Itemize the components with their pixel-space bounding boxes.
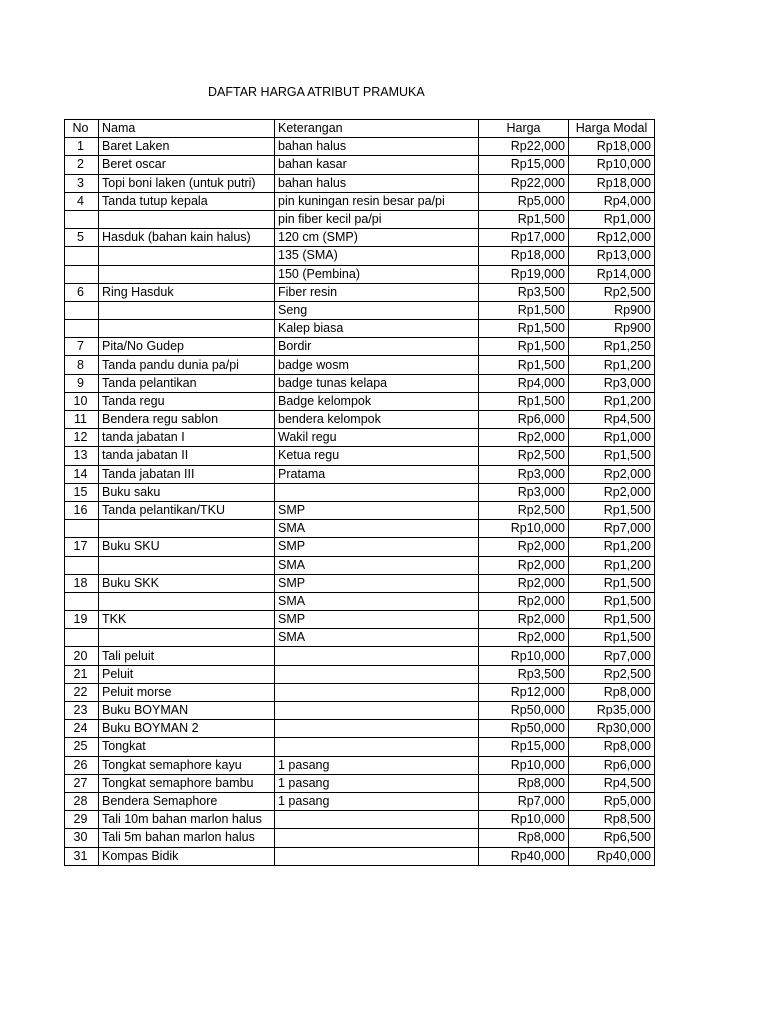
cell-no [65, 210, 99, 228]
cell-nama: Tanda jabatan III [99, 465, 275, 483]
cell-keterangan [275, 702, 479, 720]
cell-no: 25 [65, 738, 99, 756]
table-row [65, 138, 655, 156]
cell-harga: Rp2,500 [479, 501, 569, 519]
cell-harga: Rp7,000 [479, 792, 569, 810]
cell-harga: Rp5,000 [479, 192, 569, 210]
cell-nama: Tali 5m bahan marlon halus [99, 829, 275, 847]
cell-harga-modal: Rp6,500 [569, 829, 655, 847]
cell-harga: Rp10,000 [479, 756, 569, 774]
price-table [64, 119, 655, 866]
cell-harga: Rp2,000 [479, 538, 569, 556]
table-row [65, 156, 655, 174]
cell-harga: Rp2,000 [479, 592, 569, 610]
cell-keterangan [275, 665, 479, 683]
cell-harga-modal: Rp5,000 [569, 792, 655, 810]
cell-nama: tanda jabatan II [99, 447, 275, 465]
table-row [65, 392, 655, 410]
cell-nama: Buku BOYMAN [99, 702, 275, 720]
cell-harga-modal: Rp8,000 [569, 738, 655, 756]
cell-harga-modal: Rp2,000 [569, 465, 655, 483]
cell-harga-modal: Rp4,500 [569, 774, 655, 792]
cell-no [65, 629, 99, 647]
cell-no: 31 [65, 847, 99, 865]
table-row [65, 702, 655, 720]
cell-nama: Tanda pelantikan/TKU [99, 501, 275, 519]
cell-keterangan [275, 483, 479, 501]
cell-no: 17 [65, 538, 99, 556]
cell-no: 10 [65, 392, 99, 410]
cell-keterangan: bahan halus [275, 174, 479, 192]
cell-no: 30 [65, 829, 99, 847]
cell-harga-modal: Rp7,000 [569, 647, 655, 665]
cell-harga: Rp2,000 [479, 429, 569, 447]
table-row [65, 192, 655, 210]
cell-nama: TKK [99, 611, 275, 629]
cell-nama: Ring Hasduk [99, 283, 275, 301]
cell-harga: Rp12,000 [479, 683, 569, 701]
cell-harga: Rp40,000 [479, 847, 569, 865]
cell-harga-modal: Rp4,000 [569, 192, 655, 210]
table-row [65, 774, 655, 792]
cell-harga-modal: Rp1,200 [569, 556, 655, 574]
cell-nama: Beret oscar [99, 156, 275, 174]
header-nama: Nama [99, 120, 275, 138]
cell-no: 8 [65, 356, 99, 374]
cell-harga: Rp17,000 [479, 229, 569, 247]
table-row [65, 174, 655, 192]
header-harga-modal: Harga Modal [569, 120, 655, 138]
cell-keterangan [275, 720, 479, 738]
cell-no: 22 [65, 683, 99, 701]
cell-nama: Bendera Semaphore [99, 792, 275, 810]
cell-no: 7 [65, 338, 99, 356]
header-harga: Harga [479, 120, 569, 138]
cell-nama [99, 320, 275, 338]
cell-harga-modal: Rp8,000 [569, 683, 655, 701]
cell-nama [99, 301, 275, 319]
cell-nama: Tanda pandu dunia pa/pi [99, 356, 275, 374]
cell-no: 28 [65, 792, 99, 810]
cell-no: 29 [65, 811, 99, 829]
cell-nama [99, 629, 275, 647]
table-row [65, 538, 655, 556]
table-row [65, 247, 655, 265]
cell-keterangan: SMP [275, 538, 479, 556]
cell-no: 9 [65, 374, 99, 392]
cell-harga: Rp3,500 [479, 283, 569, 301]
table-row [65, 501, 655, 519]
table-row [65, 338, 655, 356]
cell-keterangan: SMA [275, 592, 479, 610]
cell-nama: Tanda tutup kepala [99, 192, 275, 210]
cell-harga: Rp3,500 [479, 665, 569, 683]
cell-nama: Bendera regu sablon [99, 411, 275, 429]
cell-nama: Tanda regu [99, 392, 275, 410]
cell-keterangan [275, 829, 479, 847]
cell-harga: Rp50,000 [479, 702, 569, 720]
cell-harga: Rp19,000 [479, 265, 569, 283]
cell-harga-modal: Rp1,200 [569, 538, 655, 556]
cell-nama [99, 592, 275, 610]
cell-harga: Rp50,000 [479, 720, 569, 738]
cell-keterangan: SMA [275, 520, 479, 538]
cell-no [65, 556, 99, 574]
cell-nama: Tongkat [99, 738, 275, 756]
cell-harga-modal: Rp7,000 [569, 520, 655, 538]
cell-harga-modal: Rp13,000 [569, 247, 655, 265]
cell-keterangan: 135 (SMA) [275, 247, 479, 265]
cell-harga-modal: Rp2,500 [569, 665, 655, 683]
cell-no [65, 301, 99, 319]
cell-nama: Pita/No Gudep [99, 338, 275, 356]
cell-no: 3 [65, 174, 99, 192]
cell-harga: Rp22,000 [479, 174, 569, 192]
table-header-row [65, 120, 655, 138]
cell-keterangan: Seng [275, 301, 479, 319]
table-row [65, 829, 655, 847]
cell-keterangan: SMA [275, 556, 479, 574]
cell-keterangan: Pratama [275, 465, 479, 483]
cell-no: 4 [65, 192, 99, 210]
cell-harga-modal: Rp18,000 [569, 174, 655, 192]
page-title: DAFTAR HARGA ATRIBUT PRAMUKA [208, 85, 425, 99]
cell-harga: Rp1,500 [479, 356, 569, 374]
cell-harga-modal: Rp1,200 [569, 392, 655, 410]
cell-nama: Buku SKK [99, 574, 275, 592]
cell-harga: Rp2,500 [479, 447, 569, 465]
cell-no: 27 [65, 774, 99, 792]
cell-harga-modal: Rp1,000 [569, 429, 655, 447]
table-row [65, 229, 655, 247]
table-row [65, 629, 655, 647]
cell-nama: tanda jabatan I [99, 429, 275, 447]
cell-no: 24 [65, 720, 99, 738]
cell-keterangan: 120 cm (SMP) [275, 229, 479, 247]
cell-nama: Topi boni laken (untuk putri) [99, 174, 275, 192]
cell-harga: Rp2,000 [479, 611, 569, 629]
cell-harga-modal: Rp40,000 [569, 847, 655, 865]
cell-harga-modal: Rp8,500 [569, 811, 655, 829]
cell-harga: Rp1,500 [479, 210, 569, 228]
cell-no: 2 [65, 156, 99, 174]
table-row [65, 756, 655, 774]
cell-nama [99, 247, 275, 265]
cell-keterangan: 1 pasang [275, 774, 479, 792]
cell-keterangan: pin kuningan resin besar pa/pi [275, 192, 479, 210]
cell-keterangan: Fiber resin [275, 283, 479, 301]
cell-keterangan: bendera kelompok [275, 411, 479, 429]
table-row [65, 447, 655, 465]
cell-harga: Rp3,000 [479, 465, 569, 483]
cell-harga: Rp1,500 [479, 392, 569, 410]
cell-harga-modal: Rp900 [569, 320, 655, 338]
cell-nama: Hasduk (bahan kain halus) [99, 229, 275, 247]
cell-keterangan: 150 (Pembina) [275, 265, 479, 283]
table-row [65, 683, 655, 701]
cell-no: 14 [65, 465, 99, 483]
cell-keterangan: Ketua regu [275, 447, 479, 465]
cell-no: 13 [65, 447, 99, 465]
cell-harga: Rp3,000 [479, 483, 569, 501]
table-row [65, 811, 655, 829]
cell-harga-modal: Rp900 [569, 301, 655, 319]
table-row [65, 411, 655, 429]
cell-harga-modal: Rp18,000 [569, 138, 655, 156]
cell-harga-modal: Rp1,500 [569, 611, 655, 629]
cell-keterangan: Wakil regu [275, 429, 479, 447]
table-row [65, 792, 655, 810]
cell-nama: Tongkat semaphore bambu [99, 774, 275, 792]
cell-harga-modal: Rp1,500 [569, 574, 655, 592]
cell-keterangan: badge wosm [275, 356, 479, 374]
cell-harga-modal: Rp10,000 [569, 156, 655, 174]
cell-nama: Peluit [99, 665, 275, 683]
header-no: No [65, 120, 99, 138]
cell-keterangan [275, 738, 479, 756]
cell-no: 20 [65, 647, 99, 665]
table-row [65, 483, 655, 501]
cell-nama: Peluit morse [99, 683, 275, 701]
table-row [65, 574, 655, 592]
cell-harga-modal: Rp1,250 [569, 338, 655, 356]
cell-nama: Baret Laken [99, 138, 275, 156]
cell-nama [99, 520, 275, 538]
table-row [65, 265, 655, 283]
cell-harga-modal: Rp4,500 [569, 411, 655, 429]
cell-harga: Rp6,000 [479, 411, 569, 429]
table-row [65, 847, 655, 865]
cell-harga-modal: Rp12,000 [569, 229, 655, 247]
cell-nama: Tali peluit [99, 647, 275, 665]
cell-nama: Tali 10m bahan marlon halus [99, 811, 275, 829]
cell-harga-modal: Rp3,000 [569, 374, 655, 392]
cell-no [65, 592, 99, 610]
cell-keterangan: 1 pasang [275, 756, 479, 774]
cell-keterangan: 1 pasang [275, 792, 479, 810]
cell-keterangan: badge tunas kelapa [275, 374, 479, 392]
cell-no: 1 [65, 138, 99, 156]
cell-harga-modal: Rp2,500 [569, 283, 655, 301]
cell-keterangan: bahan kasar [275, 156, 479, 174]
cell-harga-modal: Rp1,200 [569, 356, 655, 374]
cell-harga-modal: Rp1,500 [569, 447, 655, 465]
cell-keterangan [275, 847, 479, 865]
cell-harga-modal: Rp1,500 [569, 629, 655, 647]
cell-no [65, 265, 99, 283]
cell-no: 21 [65, 665, 99, 683]
cell-harga-modal: Rp1,000 [569, 210, 655, 228]
cell-harga: Rp1,500 [479, 301, 569, 319]
cell-harga: Rp10,000 [479, 647, 569, 665]
table-row [65, 210, 655, 228]
cell-harga-modal: Rp35,000 [569, 702, 655, 720]
table-row [65, 429, 655, 447]
cell-no: 26 [65, 756, 99, 774]
cell-keterangan [275, 683, 479, 701]
cell-nama [99, 265, 275, 283]
table-row [65, 720, 655, 738]
cell-keterangan: SMA [275, 629, 479, 647]
cell-harga-modal: Rp1,500 [569, 501, 655, 519]
table-row [65, 320, 655, 338]
cell-nama [99, 556, 275, 574]
cell-nama: Buku saku [99, 483, 275, 501]
cell-keterangan: Badge kelompok [275, 392, 479, 410]
cell-keterangan: SMP [275, 611, 479, 629]
table-row [65, 356, 655, 374]
cell-harga-modal: Rp2,000 [569, 483, 655, 501]
cell-harga: Rp22,000 [479, 138, 569, 156]
header-keterangan: Keterangan [275, 120, 479, 138]
cell-nama: Kompas Bidik [99, 847, 275, 865]
cell-no [65, 247, 99, 265]
table-row [65, 556, 655, 574]
cell-harga: Rp10,000 [479, 520, 569, 538]
cell-harga: Rp2,000 [479, 574, 569, 592]
cell-no: 19 [65, 611, 99, 629]
cell-harga-modal: Rp30,000 [569, 720, 655, 738]
cell-no: 11 [65, 411, 99, 429]
cell-nama: Buku BOYMAN 2 [99, 720, 275, 738]
cell-no: 12 [65, 429, 99, 447]
cell-harga: Rp10,000 [479, 811, 569, 829]
table-row [65, 465, 655, 483]
table-row [65, 665, 655, 683]
cell-harga: Rp4,000 [479, 374, 569, 392]
table-row [65, 738, 655, 756]
cell-harga: Rp2,000 [479, 556, 569, 574]
cell-keterangan: Kalep biasa [275, 320, 479, 338]
table-row [65, 283, 655, 301]
cell-harga: Rp8,000 [479, 829, 569, 847]
table-row [65, 592, 655, 610]
table-body [65, 138, 655, 866]
cell-no: 18 [65, 574, 99, 592]
cell-harga-modal: Rp6,000 [569, 756, 655, 774]
cell-keterangan: bahan halus [275, 138, 479, 156]
cell-no: 6 [65, 283, 99, 301]
cell-keterangan: Bordir [275, 338, 479, 356]
table-row [65, 647, 655, 665]
cell-nama [99, 210, 275, 228]
cell-keterangan: pin fiber kecil pa/pi [275, 210, 479, 228]
cell-keterangan [275, 647, 479, 665]
cell-harga: Rp2,000 [479, 629, 569, 647]
cell-nama: Tanda pelantikan [99, 374, 275, 392]
table-row [65, 301, 655, 319]
cell-keterangan: SMP [275, 574, 479, 592]
cell-no: 16 [65, 501, 99, 519]
cell-no [65, 520, 99, 538]
cell-no: 5 [65, 229, 99, 247]
table-row [65, 611, 655, 629]
cell-harga: Rp1,500 [479, 320, 569, 338]
cell-nama: Tongkat semaphore kayu [99, 756, 275, 774]
cell-no [65, 320, 99, 338]
cell-no: 15 [65, 483, 99, 501]
cell-no: 23 [65, 702, 99, 720]
cell-harga: Rp15,000 [479, 738, 569, 756]
cell-keterangan: SMP [275, 501, 479, 519]
cell-harga: Rp8,000 [479, 774, 569, 792]
cell-nama: Buku SKU [99, 538, 275, 556]
cell-harga-modal: Rp1,500 [569, 592, 655, 610]
table-row [65, 520, 655, 538]
cell-harga-modal: Rp14,000 [569, 265, 655, 283]
cell-keterangan [275, 811, 479, 829]
cell-harga: Rp18,000 [479, 247, 569, 265]
table-row [65, 374, 655, 392]
cell-harga: Rp1,500 [479, 338, 569, 356]
cell-harga: Rp15,000 [479, 156, 569, 174]
